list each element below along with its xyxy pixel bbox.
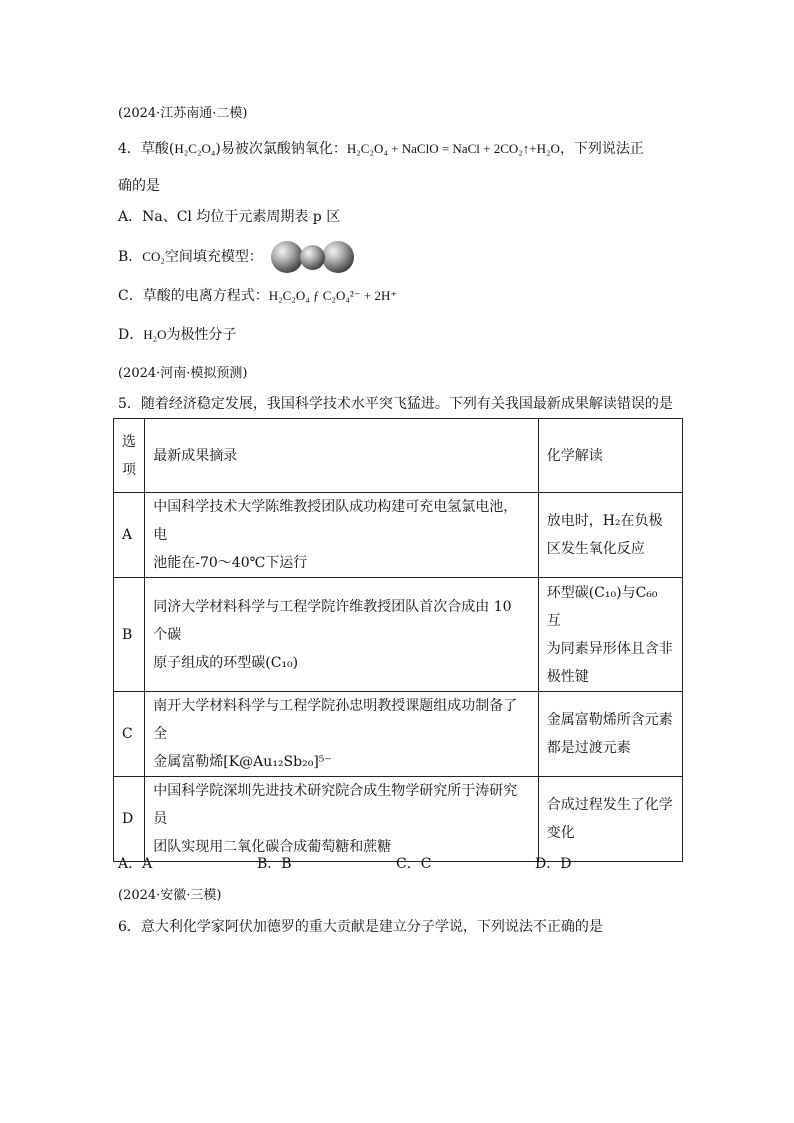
row-option: B [114,578,145,692]
table-row [114,777,683,862]
q4-stem-suffix: ，下列说法正 [559,141,644,157]
row-option: D [114,777,145,862]
row-result [145,493,538,578]
q4-stem-line1 [118,139,644,159]
row-result-line: 池能在-70～40℃下运行 [153,555,308,571]
row-interpretation [538,777,682,862]
row-interpretation [538,692,682,777]
row-interpretation [538,578,682,692]
q4-option-d-prefix: D． [118,327,144,343]
answer-choice-d: D．D [535,856,572,872]
q4-option-c-prefix: C．草酸的电离方程式： [118,288,269,304]
row-interp-line: 变化 [546,825,575,841]
ionization-equation: H₂C₂O₄ ƒ C₂O₄²⁻ + 2H⁺ [268,288,398,303]
q5-results-table [113,418,683,862]
header-result: 最新成果摘录 [145,419,538,493]
co2-formula: CO₂ [142,249,165,264]
q4-option-d [118,325,237,345]
row-result-line: 金属富勒烯[K@Au₁₂Sb₂₀]⁵⁻ [153,754,332,770]
row-result-line: 原子组成的环型碳(C₁₀) [153,654,299,671]
table-header-row [114,419,683,493]
q4-option-b-text: 空间填充模型： [164,249,263,265]
row-interp-line: 为同素异形体且含非 [546,640,673,657]
water-formula: H₂O [143,327,167,342]
row-result-line: 同济大学材料科学与工程学院许维教授团队首次合成由 10 个碳 [153,598,512,643]
q4-stem-line2: 确的是 [118,178,160,194]
q4-option-b [118,241,354,273]
row-option: A [114,493,145,578]
answer-choice-a: A．A [118,856,153,872]
q6-stem: 6．意大利化学家阿伏加德罗的重大贡献是建立分子学说，下列说法不正确的是 [118,919,603,935]
row-result-line: 中国科学技术大学陈维教授团队成功构建可充电氢氯电池，电 [153,499,518,543]
row-interp-line: 金属富勒烯所含元素 [546,712,673,728]
q5-stem: 5．随着经济稳定发展，我国科学技术水平突飞猛进。下列有关我国最新成果解读错误的是 [118,396,673,412]
answer-choice-c: C．C [396,856,432,872]
q5-source: (2024·河南·模拟预测) [118,366,248,381]
table-row [114,578,683,692]
q4-stem-mid: )易被次氯酸钠氧化： [215,141,347,157]
row-result-line: 团队实现用二氧化碳合成葡萄糖和蔗糖 [153,839,392,855]
row-interp-line: 都是过渡元素 [546,740,631,756]
row-result-line: 南开大学材料科学与工程学院孙忠明教授课题组成功制备了全 [153,698,518,742]
row-interp-line: 环型碳(C₁₀)与C₆₀ 互 [546,584,658,629]
q6-source: (2024·安徽·三模) [118,888,222,903]
q4-option-a: A．Na、Cl 均位于元素周期表 p 区 [118,209,341,225]
answer-choice-b: B．B [257,856,292,872]
header-interpretation: 化学解读 [538,419,682,493]
row-result [145,692,538,777]
table-row [114,493,683,578]
q4-option-c [118,286,397,306]
co2-space-filling-model-image [271,241,354,273]
row-result [145,578,538,692]
row-interp-line: 合成过程发生了化学 [546,797,673,813]
oxygen-atom-ball [322,241,354,273]
oxygen-atom-ball [271,241,303,273]
q4-source: (2024·江苏南通·二模) [118,106,248,121]
table-row [114,692,683,777]
row-interp-line: 极性键 [546,668,589,685]
q4-option-b-prefix: B． [118,249,143,265]
q4-reaction-equation: H₂C₂O₄ + NaClO = NaCl + 2CO₂↑+H₂O [346,141,560,156]
header-option-text: 选项 [122,433,136,478]
row-result-line: 中国科学院深圳先进技术研究院合成生物学研究所于涛研究员 [153,783,518,827]
header-option [114,419,145,493]
row-option: C [114,692,145,777]
row-interp-line: 放电时，H₂在负极 [546,513,663,529]
oxalic-acid-formula: H₂C₂O₄ [174,141,216,156]
carbon-atom-ball [300,245,325,270]
row-result [145,777,538,862]
q4-stem-prefix: 4．草酸( [118,141,175,157]
row-interp-line: 区发生氧化反应 [546,541,645,557]
row-interpretation [538,493,682,578]
q4-option-d-text: 为极性分子 [166,327,237,343]
q5-answer-choices [118,854,571,874]
